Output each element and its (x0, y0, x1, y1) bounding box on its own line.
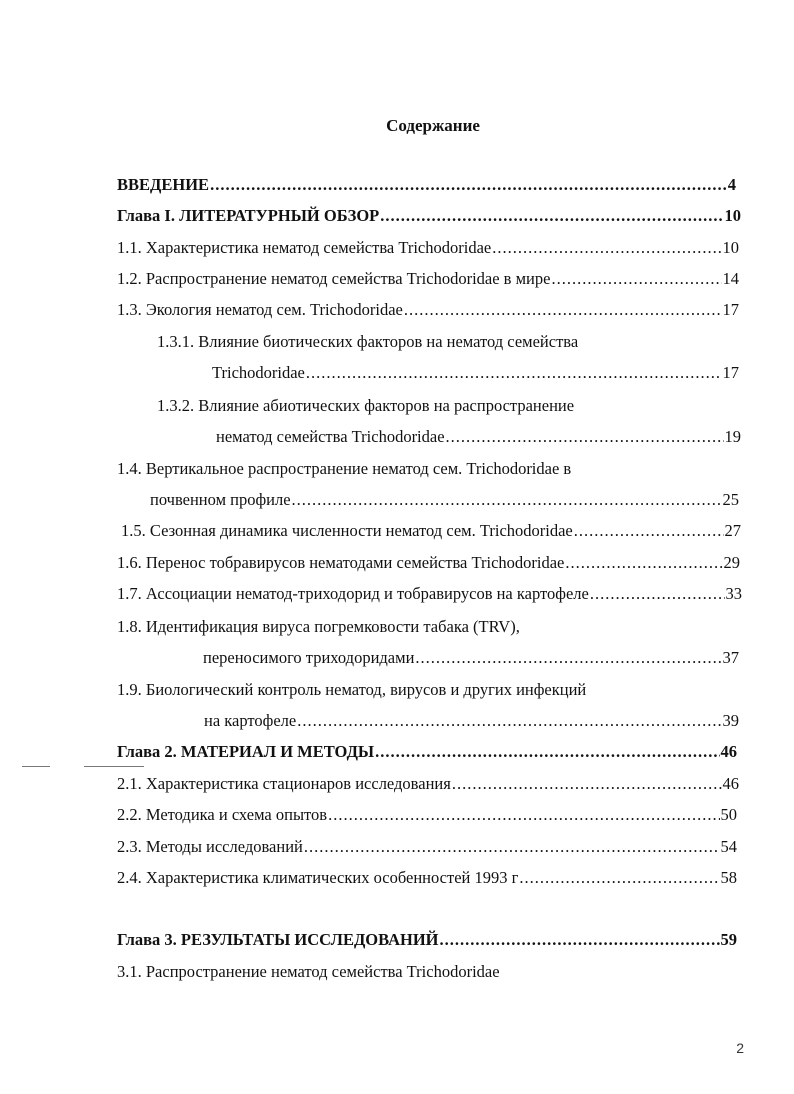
toc-entry-page: 39 (722, 711, 739, 730)
toc-entry-label: Глава 2. МАТЕРИАЛ И МЕТОДЫ (117, 742, 375, 761)
dot-leader (404, 300, 722, 320)
toc-entry-page: 58 (720, 868, 737, 887)
dot-leader (446, 427, 724, 447)
scan-artifact-rule (22, 766, 50, 767)
toc-entry-page: 37 (722, 648, 739, 667)
toc-entry-page: 4 (727, 175, 736, 194)
toc-entry-1-5 (121, 521, 741, 541)
toc-entry-2-1 (117, 774, 739, 794)
toc-entry-label: 2.4. Характеристика климатических особенностей 1993 г (117, 868, 519, 887)
toc-entry-1-3-2-line1: 1.3.2. Влияние абиотических факторов на распространение (157, 396, 575, 415)
toc-entry-page: 17 (722, 300, 739, 319)
page-number: 2 (736, 1040, 744, 1056)
toc-entry-chapter-1 (117, 206, 741, 226)
toc-entry-page: 10 (722, 238, 739, 257)
toc-entry-introduction (117, 175, 736, 195)
toc-entry-page: 25 (722, 490, 739, 509)
toc-entry-page: 29 (723, 553, 740, 572)
toc-entry-chapter-2 (117, 742, 737, 762)
dot-leader (565, 553, 722, 573)
toc-entry-label: ВВЕДЕНИЕ (117, 175, 210, 194)
page-title: Содержание (386, 116, 480, 135)
toc-entry-page: 10 (724, 206, 741, 225)
scan-artifact-rule (84, 766, 144, 767)
toc-entry-page: 14 (722, 269, 739, 288)
toc-entry-label: 2.1. Характеристика стационаров исследования (117, 774, 451, 793)
dot-leader (292, 490, 722, 510)
toc-entry-page: 33 (725, 584, 742, 603)
toc-entry-2-4 (117, 868, 737, 888)
dot-leader (375, 742, 719, 762)
dot-leader (551, 269, 721, 289)
toc-entry-1-9-line1: 1.9. Биологический контроль нематод, вирусов и других инфекций (117, 680, 587, 699)
toc-entry-label: 1.3. Экология нематод сем. Trichodoridae (117, 300, 403, 319)
toc-entry-1-9 (204, 711, 739, 731)
toc-entry-page: 17 (722, 363, 739, 382)
toc-entry-1-4 (150, 490, 739, 510)
toc-entry-label: на картофеле (204, 711, 297, 730)
toc-entry-page: 59 (720, 930, 737, 949)
dot-leader (328, 805, 719, 825)
toc-entry-1-3 (117, 300, 739, 320)
toc-entry-label: 2.3. Методы исследований (117, 837, 303, 856)
toc-entry-label: 1.2. Распространение нематод семейства Trichodoridae в мире (117, 269, 551, 288)
toc-entry-1-3-1-line1: 1.3.1. Влияние биотических факторов на нематод семейства (157, 332, 579, 351)
toc-entry-1-4-line1: 1.4. Вертикальное распространение нематод сем. Trichodoridae в (117, 459, 572, 478)
toc-entry-label: Глава I. ЛИТЕРАТУРНЫЙ ОБЗОР (117, 206, 380, 225)
dot-leader (440, 930, 720, 950)
toc-entry-1-8 (203, 648, 739, 668)
dot-leader (210, 175, 727, 195)
toc-entry-1-3-2 (216, 427, 741, 447)
toc-entry-label: 1.7. Ассоциации нематод-триходорид и тобравирусов на картофеле (117, 584, 589, 603)
toc-entry-1-7 (117, 584, 742, 604)
toc-entry-label: 1.6. Перенос тобравирусов нематодами семейства Trichodoridae (117, 553, 565, 572)
toc-entry-page: 50 (720, 805, 737, 824)
toc-entry-label: переносимого триходоридами (203, 648, 415, 667)
toc-entry-label: почвенном профиле (150, 490, 291, 509)
dot-leader (415, 648, 721, 668)
toc-entry-label: Trichodoridae (212, 363, 305, 382)
dot-leader (452, 774, 722, 794)
dot-leader (590, 584, 725, 604)
dot-leader (574, 521, 724, 541)
toc-entry-page: 27 (724, 521, 741, 540)
toc-entry-page: 54 (720, 837, 737, 856)
toc-entry-label: 1.5. Сезонная динамика численности нематод сем. Trichodoridae (121, 521, 573, 540)
toc-entry-2-2 (117, 805, 737, 825)
toc-entry-1-1 (117, 238, 739, 258)
toc-entry-1-3-1 (212, 363, 739, 383)
toc-entry-3-1: 3.1. Распространение нематод семейства Trichodoridae (117, 962, 500, 981)
toc-entry-1-2 (117, 269, 739, 289)
dot-leader (492, 238, 721, 258)
toc-entry-1-8-line1: 1.8. Идентификация вируса погремковости табака (TRV), (117, 617, 520, 636)
toc-entry-2-3 (117, 837, 737, 857)
dot-leader (304, 837, 720, 857)
toc-entry-chapter-3 (117, 930, 737, 950)
toc-entry-1-6 (117, 553, 740, 573)
dot-leader (380, 206, 723, 226)
dot-leader (519, 868, 719, 888)
toc-entry-label: 1.1. Характеристика нематод семейства Trichodoridae (117, 238, 492, 257)
toc-entry-label: Глава 3. РЕЗУЛЬТАТЫ ИССЛЕДОВАНИЙ (117, 930, 439, 949)
toc-entry-page: 46 (722, 774, 739, 793)
toc-entry-label: 2.2. Методика и схема опытов (117, 805, 328, 824)
toc-entry-page: 19 (724, 427, 741, 446)
toc-entry-label: нематод семейства Trichodoridae (216, 427, 445, 446)
dot-leader (297, 711, 721, 731)
dot-leader (306, 363, 722, 383)
toc-entry-page: 46 (720, 742, 737, 761)
